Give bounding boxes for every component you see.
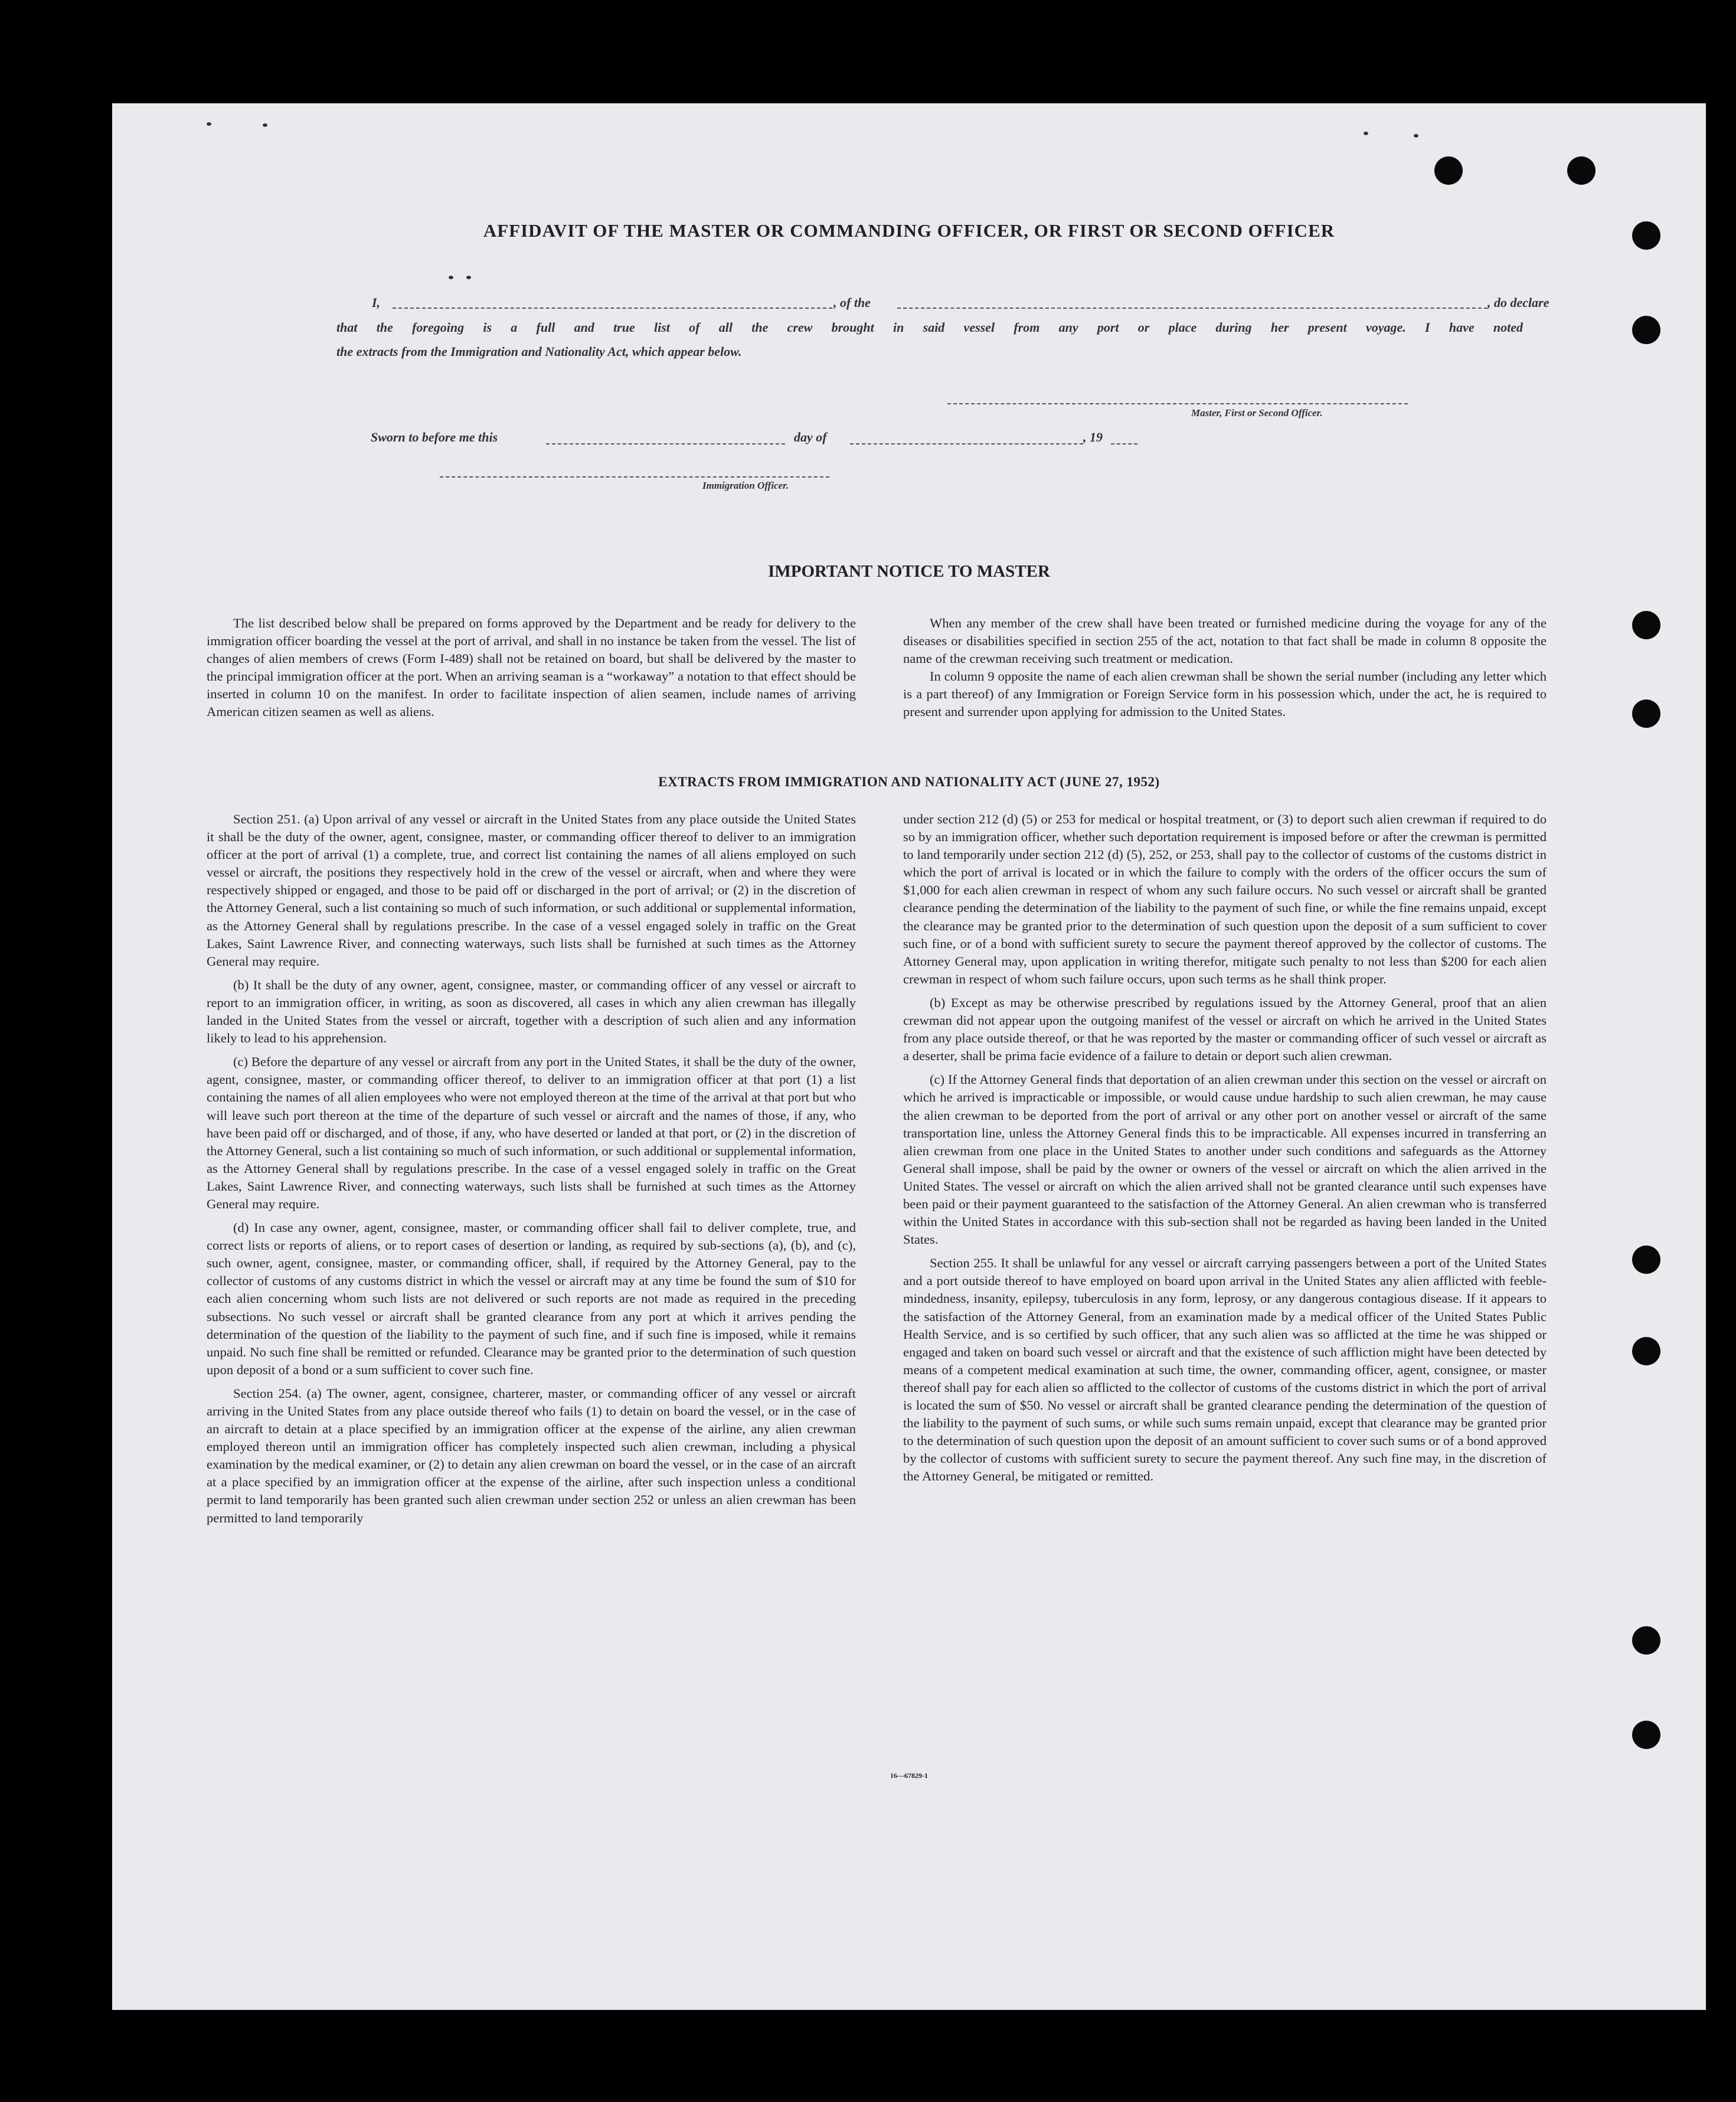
master-signature-line[interactable] — [947, 403, 1408, 404]
name-field-line[interactable] — [393, 308, 832, 309]
binder-hole — [1567, 156, 1596, 185]
binder-hole — [1632, 611, 1660, 639]
binder-hole — [1632, 699, 1660, 728]
notice-right-paragraph-2: In column 9 opposite the name of each alien crewman shall be shown the serial number (including any letter which is a part thereof) of any Immigration or Foreign Service form in his possession which, under the act, he is required to present and surrender upon applying for admission to the United States. — [903, 669, 1547, 720]
i-label: I, — [372, 295, 381, 310]
binder-hole — [1632, 1721, 1660, 1749]
sworn-label: Sworn to before me this — [371, 430, 498, 444]
of-the-label: , of the — [833, 295, 871, 310]
extracts-left-column — [207, 810, 856, 1533]
notice-left-column — [207, 614, 856, 727]
binder-hole — [1632, 1626, 1660, 1655]
speck — [1414, 134, 1418, 138]
master-signature-label: Master, First or Second Officer. — [1191, 407, 1323, 419]
section-254-a: Section 254. (a) The owner, agent, consignee, charterer, master, or commanding officer of any vessel or aircraft arriving in the United States from any place outside thereof who fails (1) to detain on board the vessel, or in the case of an aircraft to detain at a place specified by an immigration officer at the expense of the airline, any alien crewman employed thereon until an immigration officer has completely inspected such alien crewman, including a physical examination by the medical examiner, or (2) to detain any alien crewman on board the vessel, or in the case of an aircraft at a place specified by an immigration officer at the expense of the airline, after such inspection unless a conditional permit to land temporarily has been granted such alien crewman under section 252 or unless an alien crewman has been permitted to land temporarily — [207, 1385, 856, 1525]
notice-title: IMPORTANT NOTICE TO MASTER — [768, 562, 1050, 581]
extracts-right-column — [903, 810, 1547, 1491]
affidavit-title: AFFIDAVIT OF THE MASTER OR COMMANDING OFFICER, OR FIRST OR SECOND OFFICER — [483, 220, 1335, 241]
section-251-a: Section 251. (a) Upon arrival of any vessel or aircraft in the United States from any place outside the United States it shall be the duty of the owner, agent, consignee, master, or commanding officer thereof to deliver to an immigration officer at the port of arrival (1) a complete, true, and correct list containing the names of all aliens employed on such vessel or aircraft, the positions they respectively hold in the crew of the vessel or aircraft, when and where they were respectively shipped or engaged, and those to be paid off or discharged in the port of arrival; or (2) in the discretion of the Attorney General, such a list containing so much of such information, or such additional or supplemental information, as the Attorney General shall by regulations prescribe. In the case of a vessel engaged solely in traffic on the Great Lakes, Saint Lawrence River, and connecting waterways, such lists shall be furnished at such times as the Attorney General may require. — [207, 812, 856, 969]
section-251-c: (c) Before the departure of any vessel or aircraft from any port in the United States, it shall be the duty of the owner, agent, consignee, master, or commanding officer thereof, to deliver to an immigration officer at that port (1) a list containing the names of all alien employees who were not employed thereon at the time of the arrival at that port but who will leave such port thereon at the time of the departure of such vessel or aircraft and the names of those, if any, who have been paid off or discharged, and of those, if any, who have deserted or landed at that port, or (2) in the discretion of the Attorney General, such a list containing so much of such information, or such additional or supplemental information, as the Attorney General shall by regulations prescribe. In the case of a vessel engaged solely in traffic on the Great Lakes, Saint Lawrence River, and connecting waterways, such lists shall be furnished at such times as the Attorney General may require. — [207, 1054, 856, 1211]
speck — [449, 276, 453, 279]
sworn-month-line[interactable] — [850, 443, 1083, 444]
year-prefix-label: , 19 — [1083, 430, 1103, 444]
section-251-d: (d) In case any owner, agent, consignee, master, or commanding officer shall fail to deliver complete, true, and correct lists or reports of aliens, or to report cases of desertion or landing, as required by sub-sections (a), (b), and (c), such owner, agent, consignee, master, or commanding officer, shall, if required by the Attorney General, pay to the collector of customs of any customs district in which the vessel or aircraft may at any time be found the sum of $10 for each alien concerning whom such lists are not delivered or such reports are not made as required in the preceding subsections. No such vessel or aircraft shall be granted clearance from any port at which it arrives pending the determination of the question of the liability to the payment of such fine, and if such fine is imposed, while it remains unpaid. No such fine shall be remitted or refunded. Clearance may be granted prior to the determination of such question upon deposit of a bond or a sum sufficient to cover such fine. — [207, 1220, 856, 1377]
section-254-a-continued: under section 212 (d) (5) or 253 for medical or hospital treatment, or (3) to deport such alien crewman if required to do so by an immigration officer, whether such deportation requirement is imposed before or after the crewman is permitted to land temporarily under section 212 (d) (5), 252, or 253, shall pay to the collector of customs of the customs district in which the port of arrival is located or in which the failure to comply with the orders of the officer occurs the sum of $1,000 for each alien crewman in respect of whom any such failure occurs. No such vessel or aircraft shall be granted clearance pending the determination of the liability to the payment of such fine, or while the fine remains unpaid, except the clearance may be granted prior to the determination of such question upon the deposit of a sum sufficient to cover such fine, or of a bond with sufficient surety to secure the payment thereof approved by the collector of customs. The Attorney General may, upon application in writing therefor, mitigate such penalty to not less than $200 for each alien crewman in respect of whom such failure occurs, upon such terms as he shall think proper. — [903, 812, 1547, 986]
binder-hole — [1632, 1337, 1660, 1365]
affidavit-statement-line-2: the extracts from the Immigration and Nationality Act, which appear below. — [336, 344, 742, 359]
notice-right-paragraph-1: When any member of the crew shall have been treated or furnished medicine during the voyage for any of the diseases or disabilities specified in section 255 of the act, notation to that fact shall be made in column 8 opposite the name of the crewman receiving such treatment or medication. — [903, 616, 1547, 666]
form-number: 16—67829-1 — [890, 1771, 928, 1780]
affidavit-statement-line-1: that the foregoing is a full and true list of all the crew brought in said vessel from any port or place during her present voyage. I have noted — [336, 320, 1523, 335]
sworn-year-line[interactable] — [1111, 443, 1137, 444]
immigration-officer-label: Immigration Officer. — [702, 480, 789, 491]
speck — [263, 123, 267, 127]
binder-hole — [1632, 316, 1660, 344]
day-of-label: day of — [794, 430, 827, 444]
immigration-officer-signature-line[interactable] — [440, 476, 829, 478]
notice-left-paragraph: The list described below shall be prepared on forms approved by the Department and be ready for delivery to the immigration officer boarding the vessel at the port of arrival, and shall in no instance be taken from the vessel. The list of changes of alien members of crews (Form I-489) shall not be retained on board, but shall be delivered by the master to the principal immigration officer at the port. When an arriving seaman is a “workaway” a notation to that effect should be inserted in column 10 on the manifest. In order to facilitate inspection of alien seamen, include names of arriving American citizen seamen as well as aliens. — [207, 616, 856, 720]
binder-hole — [1632, 1245, 1660, 1274]
speck — [207, 122, 211, 126]
binder-hole — [1434, 156, 1463, 185]
section-255: Section 255. It shall be unlawful for any vessel or aircraft carrying passengers between a port of the United States and a port outside thereof to have employed on board upon arrival in the United States any alien afflicted with feeble-mindedness, insanity, epilepsy, tuberculosis in any form, leprosy, or any dangerous contagious disease. If it appears to the satisfaction of the Attorney General, from an examination made by a medical officer of the United States Public Health Service, and is so certified by such officer, that any such alien was so afflicted at the time he was shipped or engaged and taken on board such vessel or aircraft and that the existence of such affliction might have been detected by means of a competent medical examination at such time, the owner, commanding officer, agent, consignee, or master thereof shall pay for each alien so afflicted to the collector of customs of the customs district in which the port of arrival is located the sum of $50. No vessel or aircraft shall be granted clearance pending the determination of the question of the liability to the payment of such sums, or while such sums remain unpaid, except that clearance may be granted prior to the determination of such question upon the deposit of an amount sufficient to cover such sums or of a bond approved by the collector of customs with sufficient surety to secure the payment thereof. Any such fine may, in the discretion of the Attorney General, be mitigated or remitted. — [903, 1256, 1547, 1484]
notice-right-column — [903, 614, 1547, 727]
section-251-b: (b) It shall be the duty of any owner, agent, consignee, master, or commanding officer of any vessel or aircraft to report to an immigration officer, in writing, as soon as discovered, all cases in which any alien crewman has illegally landed in the United States from the vessel or aircraft, together with a description of such alien and any information likely to lead to his apprehension. — [207, 977, 856, 1046]
do-declare-label: , do declare — [1487, 295, 1549, 310]
speck — [466, 276, 471, 279]
extracts-title: EXTRACTS FROM IMMIGRATION AND NATIONALITY ACT (JUNE 27, 1952) — [658, 774, 1160, 789]
section-254-c: (c) If the Attorney General finds that deportation of an alien crewman under this section on the vessel or aircraft on which he arrived is impracticable or impossible, or would cause undue hardship to such alien crewman, he may cause the alien crewman to be deported from the port of arrival or any other port on another vessel or aircraft of the same transportation line, unless the Attorney General finds this to be impracticable. All expenses incurred in transferring an alien crewman from one place in the United States to another under such conditions and safeguards as the Attorney General shall impose, shall be paid by the owner or owners of the vessel or aircraft on which the alien arrived in the United States. The vessel or aircraft on which the alien arrived shall not be granted clearance until such expenses have been paid or their payment guaranteed to the satisfaction of the Attorney General. An alien crewman who is transferred within the United States in accordance with this sub-section shall not be regarded as having been landed in the United States. — [903, 1072, 1547, 1247]
vessel-field-line[interactable] — [897, 308, 1487, 309]
speck — [1364, 132, 1368, 135]
document-page — [112, 103, 1706, 2010]
section-254-b: (b) Except as may be otherwise prescribed by regulations issued by the Attorney General, proof that an alien crewman did not appear upon the outgoing manifest of the vessel or aircraft on which he arrived in the United States from any place outside thereof, or that he was reported by the master or commanding officer of such vessel or aircraft as a deserter, shall be prima facie evidence of a failure to detain or deport such alien crewman. — [903, 995, 1547, 1064]
sworn-day-line[interactable] — [546, 443, 785, 444]
